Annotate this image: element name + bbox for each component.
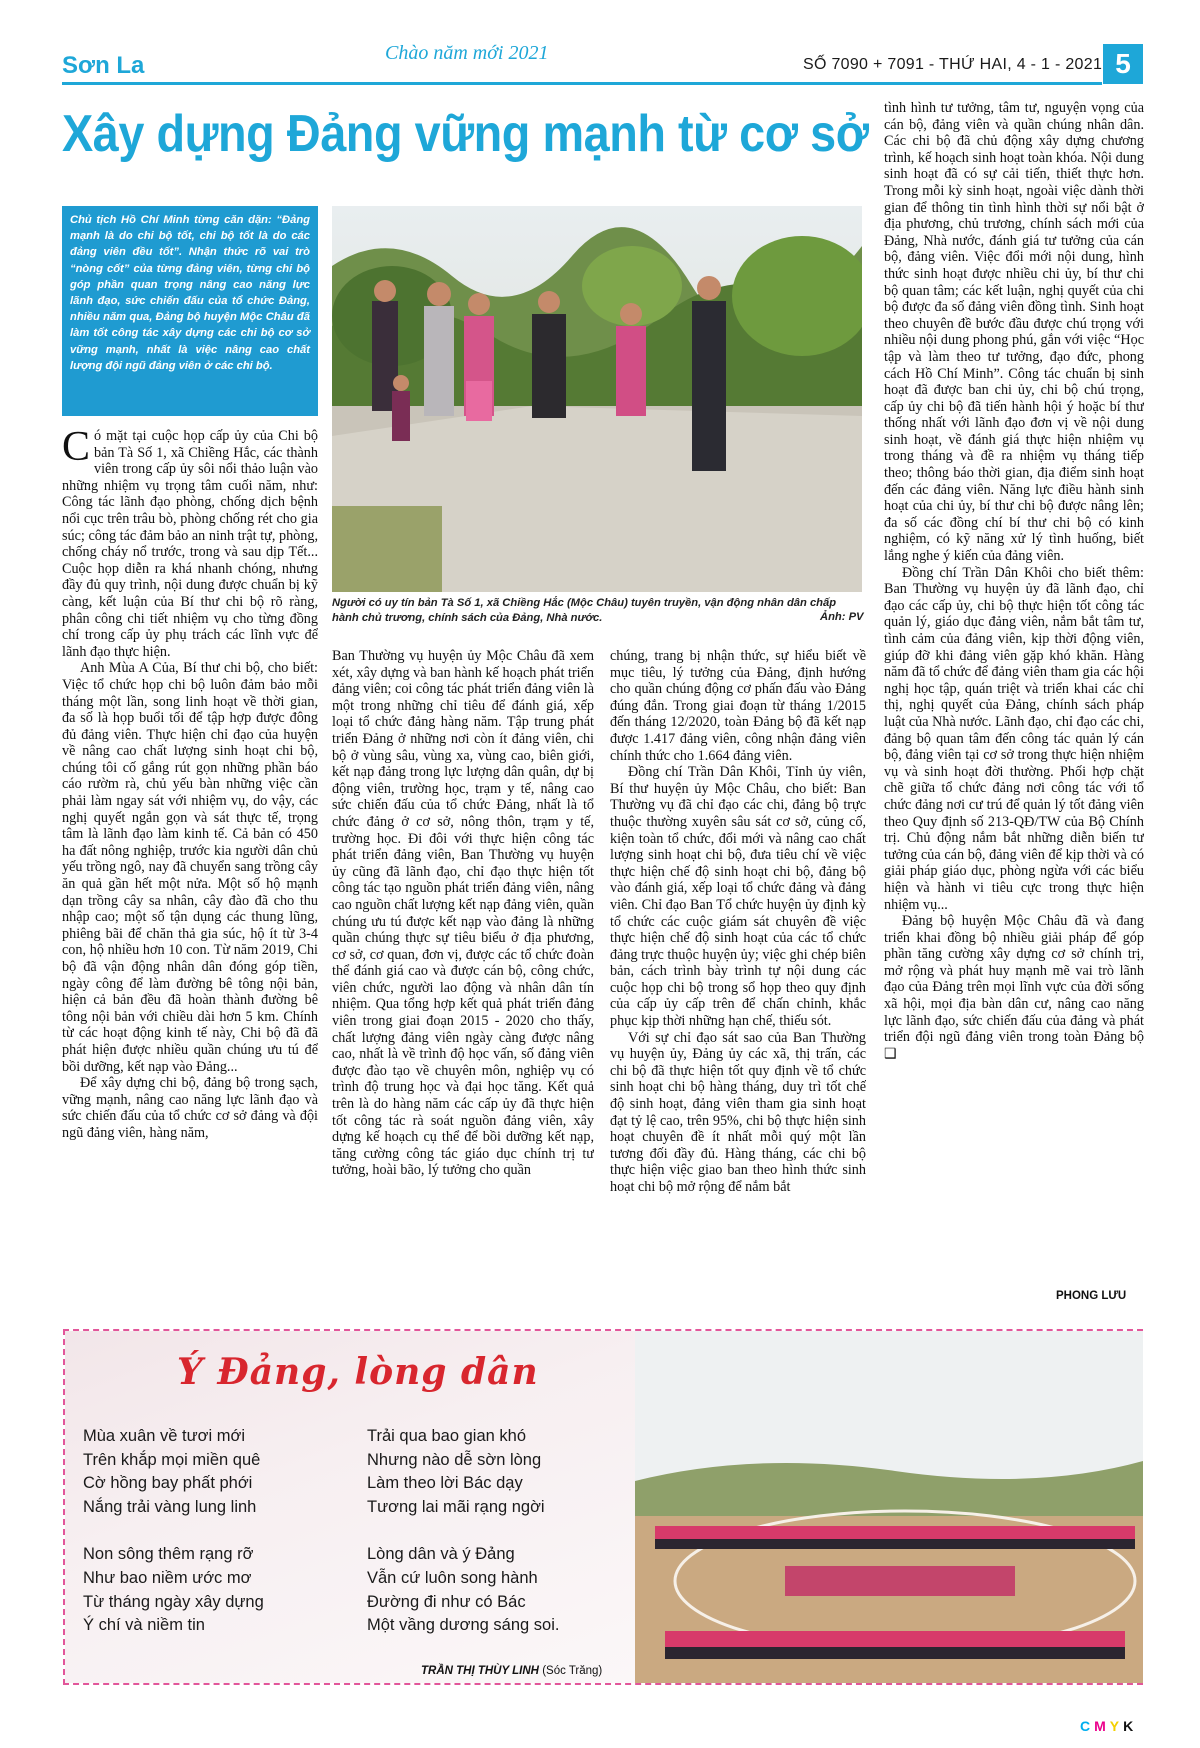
article-column-3 [610,648,866,1278]
poem-line: Làm theo lời Bác dạy [367,1474,523,1493]
issue-info: SỐ 7090 + 7091 - THỨ HAI, 4 - 1 - 2021 [803,56,1103,73]
header-rule [62,82,1102,85]
photo-caption: Người có uy tín bản Tà Số 1, xã Chiềng Hắc (Mộc Châu) tuyên truyền, vận động nhân dân chấp hành chủ trương, chính sách của Đảng, Nhà nước. [332,597,837,624]
poem-line: Mùa xuân về tươi mới [83,1427,245,1445]
festival-photo [635,1331,1143,1683]
poem-line: Cờ hồng bay phất phới [83,1474,253,1493]
poem-column-right [367,1425,559,1662]
main-photo [332,206,862,592]
lead-paragraph: Chủ tịch Hồ Chí Minh từng căn dặn: “Đảng mạnh là do chi bộ tốt, chi bộ tốt là do các đảng viên đều tốt”. Nhận thức rõ vai trò “nòng cốt” của từng đảng viên, từng chi bộ góp phần quan trọng nâng cao năng lực lãnh đạo, sức chiến đấu của tổ chức Đảng, nhiều năm qua, Đảng bộ huyện Mộc Châu đã làm tốt công tác xây dựng các chi bộ cơ sở vững mạnh, nhất là việc nâng cao chất lượng đội ngũ đảng viên ở các chi bộ. [62,206,318,416]
paragraph: Anh Mùa A Của, Bí thư chi bộ, cho biết: Việc tổ chức họp chi bộ luôn đảm bảo mỗi tháng một lần, song linh hoạt về thời gian, đa số là họp buổi tối để tập hợp được đông đủ đảng viên. Thực hiện chỉ đạo của huyện về nâng cao chất lượng sinh hoạt chi bộ, chúng tôi cố gắng rút gọn những phần báo cáo rườm rà, chủ yếu bàn những việc cần phải làm ngay sát với nhiệm vụ, do vậy, các nghị quyết ngắn gọn và sát thực tế, trọng tâm là lãnh đạo làm kinh tế. Cả bản có 450 ha đất nông nghiệp, trước kia người dân chủ yếu trồng ngô, nay đã chuyển sang trồng cây ăn quả gần hết một nửa. Một số hộ mạnh dạn trồng cây sa nhân, cây đào đã cho thu nhập cao; một số tận dụng các thung lũng, phiêng bãi để chăn thả gia súc, hộ ít từ 3-4 con, hộ nhiều hơn 10 con. Từ năm 2019, Chi bộ đã vận động nhân dân đóng góp tiền, ngày công để làm đường bê tông nội bản, hiện cả bản đều đã hoàn thành đường bê tông nội bản với chiều dài hơn 5 km. Chính từ các hoạt động kinh tế này, Chi bộ đã đã phát hiện được nhiều quần chúng ưu tú để bồi dưỡng, kết nạp vào Đảng... [62,660,318,1075]
poem-line: Trên khắp mọi miền quê [83,1450,261,1469]
poem-stanza [367,1543,559,1637]
poem-author [421,1665,602,1677]
article-column-1 [62,428,318,1278]
poem-line: Ý chí và niềm tin [83,1616,205,1635]
print-mark: K [1123,1718,1138,1734]
poem-line: Đường đi như có Bác [367,1592,526,1611]
poem-line: Như bao niềm ước mơ [83,1568,252,1587]
main-photo-image [332,206,862,592]
drop-cap: C [62,428,91,470]
headline: Xây dựng Đảng vững mạnh từ cơ sở [62,105,869,163]
poem-line: Trải qua bao gian khó [367,1427,526,1445]
poem-line: Nắng trải vàng lung linh [83,1497,257,1516]
poem-stanza [83,1543,264,1637]
poem-stanza [367,1425,559,1519]
photo-credit: Ảnh: PV [820,611,864,623]
paragraph: Đồng chí Trần Dân Khôi, Tỉnh ủy viên, Bí thư huyện ủy Mộc Châu, cho biết: Ban Thường vụ đã chỉ đạo các chi, đảng bộ trực thuộc thường xuyên sâu sát cơ sở, củng cố, kiện toàn tổ chức, đổi mới và nâng cao chất lượng sinh hoạt chi bộ, đưa tiêu chí về việc thực hiện chế độ sinh hoạt chi bộ, đảng bộ vào đánh giá, xếp loại tổ chức đảng và đảng viên. Chỉ đạo Ban Tổ chức huyện ủy định kỳ tổ chức các cuộc giám sát chuyên đề việc thực hiện chế độ sinh hoạt của các tổ chức đảng trực thuộc huyện ủy; việc ghi chép biên bản, cách trình bày trình tự nội dung các cuộc họp chi bộ trong sổ họp theo quy định của cấp ủy cấp trên để chấn chỉnh, khắc phục kịp thời những hạn chế, thiếu sót. [610,764,866,1030]
byline: PHONG LƯU [1056,1290,1127,1302]
poem-author-place: (Sóc Trăng) [542,1665,603,1677]
print-mark: Y [1109,1718,1124,1734]
paragraph: Đồng chí Trần Dân Khôi cho biết thêm: Ban Thường vụ huyện ủy đã lãnh đạo, chỉ đạo các cấp ủy, chi bộ thực hiện tốt công tác quản lý, giáo dục đảng viên, nắm bắt tâm tư, tình cảm của đảng viên, kịp thời động viên, giúp đỡ khi đảng viên gặp khó khăn. Hàng năm đã tổ chức để đảng viên tham gia các hội nghị học tập, quán triệt và triển khai các chỉ thị, nghị quyết của Đảng, chính sách pháp luật của Nhà nước. Lãnh đạo, chỉ đạo các chi, đảng bộ quan tâm đến công tác quản lý cán bộ, đảng viên tại cơ sở trong thực hiện nhiệm vụ và sinh hoạt đời thường. Phối hợp chặt chẽ giữa tổ chức đảng nơi công tác với tổ chức đảng nơi cư trú để quản lý tốt đảng viên theo Quy định số 213-QĐ/TW của Bộ Chính trị. Chủ động nắm bắt những diễn biến tư tưởng của cán bộ, đảng viên để kịp thời và có giải pháp giáo dục, phòng ngừa với các biểu hiện và hành vi tiêu cực trong thực hiện nhiệm vụ... [884,564,1144,913]
paragraph: Để xây dựng chi bộ, đảng bộ trong sạch, vững mạnh, nâng cao năng lực lãnh đạo và sức chiến đấu của tổ chức cơ sở đảng và đội ngũ đảng viên, hàng năm, [62,1075,318,1141]
paragraph: chúng, trang bị nhận thức, sự hiểu biết về mục tiêu, lý tưởng của Đảng, định hướng cho quần chúng động cơ phấn đấu vào Đảng đúng đắn. Trong giai đoạn từ tháng 1/2015 đến tháng 12/2020, toàn Đảng bộ đã kết nạp được 1.417 đảng viên, công nhận đảng viên chính thức cho 1.664 đảng viên. [610,648,866,764]
print-mark: C [1080,1718,1095,1734]
section-title: Sơn La [62,52,145,79]
paragraph: Ban Thường vụ huyện ủy Mộc Châu đã xem xét, xây dựng và ban hành kế hoạch phát triển đảng viên; coi công tác phát triển đảng viên là một trong những chỉ tiêu để đánh giá, xếp loại tổ chức đảng hàng năm. Tập trung phát triển Đảng ở những nơi còn ít đảng viên, chi bộ ở vùng sâu, vùng xa, vùng cao, biên giới, kết nạp đảng trong lực lượng dân quân, dự bị động viên, trường học, trạm y tế, nâng cao sức chiến đấu của tổ chức Đảng, nhất là tổ chức đảng ở cơ sở, nông thôn, trạm y tế, trường học. Đi đôi với thực hiện công tác phát triển đảng viên, Ban Thường vụ huyện ủy cũng đã lãnh đạo, chỉ đạo thực hiện tốt công tác tạo nguồn phát triển đảng viên, nâng cao nguồn chất lượng kết nạp đảng viên, quần chúng ưu tú được kết nạp vào đảng là những quần chúng thực sự tiêu biểu ở địa phương, cơ sở, cơ quan, đơn vị, được các tổ chức đoàn thể đánh giá cao và được cán bộ, công chức, viên chức, người lao động và nhân dân tín nhiệm. Qua tổng hợp kết quả phát triển đảng viên trong giai đoạn 2015 - 2020 cho thấy, chất lượng đảng viên ngày càng được nâng cao, nhất là về trình độ học vấn, số đảng viên được đào tạo về chuyên môn, nghiệp vụ có trình độ trung học và đại học tăng. Kết quả trên là do hàng năm các cấp ủy đã thực hiện tốt công tác rà soát nguồn đảng viên, xây dựng kế hoạch cụ thể để bồi dưỡng kết nạp, tăng cường công tác giáo dục chính trị tư tưởng, hoài bão, lý tưởng cho quần [332,648,594,1179]
poem-line: Vẫn cứ luôn song hành [367,1568,538,1587]
greeting-banner: Chào năm mới 2021 [385,42,549,64]
festival-photo-image [635,1331,1143,1683]
poem-line: Non sông thêm rạng rỡ [83,1545,254,1564]
paragraph: Với sự chỉ đạo sát sao của Ban Thường vụ huyện ủy, Đảng ủy các xã, thị trấn, các chi bộ đã thực hiện tốt quy định về tổ chức sinh hoạt chi bộ hàng tháng, duy trì tốt chế độ sinh hoạt, đảng viên tham gia sinh hoạt đạt tỷ lệ cao, trên 95%, chi bộ thực hiện sinh hoạt chuyên đề ít nhất mỗi quý một lần tương đối đầy đủ. Hàng tháng, các chi bộ thực hiện việc giao ban theo hình thức sinh hoạt chi bộ mở rộng để nắm bắt [610,1029,866,1195]
paragraph: ó mặt tại cuộc họp cấp ủy của Chi bộ bản Tà Số 1, xã Chiềng Hắc, các thành viên trong cấp ủy sôi nổi thảo luận vào những nhiệm vụ trọng tâm cuối năm, như: Công tác lãnh đạo phòng, chống dịch bệnh nổi cục trên trâu bò, phòng chống rét cho gia súc; công tác đảm bảo an ninh trật tự, phòng, chống cháy nổ trước, trong và sau dịp Tết... Cuộc họp diễn ra khá nhanh chóng, nhưng đầy đủ quy trình, nội dung được chuẩn bị kỹ càng, kết luận của Bí thư chi bộ rõ ràng, phân công chi tiết nhiệm vụ cho từng đồng chí trong cấp ủy phụ trách các lĩnh vực để lãnh đạo thực hiện. [62,428,318,660]
paragraph: Đảng bộ huyện Mộc Châu đã và đang triển khai đồng bộ nhiều giải pháp để góp phần tăng cường xây dựng cơ sở chính trị, mở rộng và phát huy mạnh mẽ vai trò lãnh đạo của Đảng trên mọi lĩnh vực của đời sống xã hội, mọi địa bàn dân cư, nâng cao năng lực lãnh đạo, sức chiến đấu của đảng và phát triển đội ngũ đảng viên trong toàn Đảng bộ [884,913,1144,1046]
article-column-4 [884,100,1144,1278]
print-mark: M [1094,1718,1110,1734]
paragraph: tình hình tư tưởng, tâm tư, nguyện vọng của cán bộ, đảng viên và quần chúng nhân dân. Các chi bộ đã chủ động xây dựng chương trình, kế hoạch sinh hoạt toàn khóa. Nội dung sinh hoạt đã có sự cải tiến, thiết thực hơn. Trong mỗi kỳ sinh hoạt, ngoài việc dành thời gian để thông tin tình hình thời sự nổi bật ở địa phương, chủ trương, chính sách mới của Đảng, Nhà nước, đánh giá tư tưởng của cán bộ, đảng viên. Việc đổi mới nội dung, hình thức sinh hoạt được nhiều chi ủy, bí thư chi bộ quan tâm; các kết luận, nghị quyết của chi bộ được đa số đảng viên đồng tình. Sinh hoạt theo chuyên đề bước đầu được chú trọng với nhiều nội dung phong phú, gắn với việc “Học tập và làm theo tư tưởng, đạo đức, phong cách Hồ Chí Minh”. Công tác chuẩn bị sinh hoạt đã được ban chi ủy, chi bộ chú trọng, cấp ủy chi bộ đã tiến hành hội ý hoặc bí thư thống nhất với lãnh đạo đơn vị về nội dung sinh hoạt, về đánh giá thực hiện nhiệm vụ trong tháng và đề ra nhiệm vụ tháng tiếp theo; thông báo thời gian, địa điểm sinh hoạt đến các đảng viên. Năng lực điều hành sinh hoạt của chi ủy, bí thư chi bộ được nâng lên; đa số các đồng chí bí thư chi bộ có kinh nghiệm, có kỹ năng xử lý tình huống, biết lắng nghe ý kiến của đảng viên. [884,100,1144,565]
poem-line: Lòng dân và ý Đảng [367,1545,515,1564]
poem-column-left [83,1425,264,1662]
poem-line: Nhưng nào dễ sờn lòng [367,1450,542,1469]
poem-line: Tương lai mãi rạng ngời [367,1497,545,1516]
poem-title: Ý Đảng, lòng dân [177,1351,539,1393]
print-color-marks [1080,1718,1137,1734]
poem-box [63,1329,1143,1685]
article-column-2 [332,648,594,1278]
poem-line: Từ tháng ngày xây dựng [83,1592,264,1611]
poem-line: Một vầng dương sáng soi. [367,1616,560,1635]
page-number: 5 [1103,44,1143,84]
poem-stanza [83,1425,264,1519]
poem-author-name: TRẦN THỊ THÙY LINH [421,1665,539,1677]
end-mark: ❑ [884,1045,897,1062]
